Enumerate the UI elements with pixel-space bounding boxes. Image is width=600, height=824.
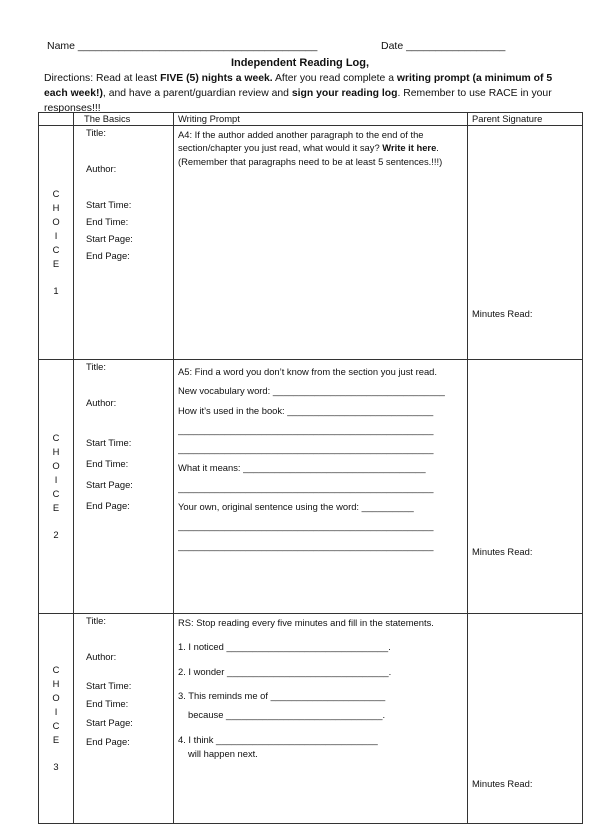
end-time-label: End Time: xyxy=(86,698,129,709)
start-time-label: Start Time: xyxy=(86,680,132,691)
date-field[interactable]: Date _________________ xyxy=(381,40,506,52)
signature-cell-2[interactable] xyxy=(468,360,583,614)
col-header-prompt: Writing Prompt xyxy=(174,113,468,126)
choice-number-3: 3 xyxy=(53,761,59,772)
basics-cell-2 xyxy=(74,360,174,614)
title-label: Title: xyxy=(86,615,106,626)
header xyxy=(47,40,506,52)
prompt-cell-3[interactable]: RS: Stop reading every five minutes and fill in the statements. 1. I noticed _______________________________. 2. I wonder _______________________________. 3. This reminds me of ______________________ because ______________________________. 4. I think _______________________________ will happen next. xyxy=(174,614,468,824)
start-time-label: Start Time: xyxy=(86,199,132,210)
end-page-label: End Page: xyxy=(86,736,130,747)
choice-label-1: C H O I C E 1 xyxy=(39,126,74,360)
choice-number-1: 1 xyxy=(53,285,59,296)
col-header-signature: Parent Signature xyxy=(468,113,583,126)
start-page-label: Start Page: xyxy=(86,479,133,490)
minutes-read-label: Minutes Read: xyxy=(472,778,533,789)
table-header-row xyxy=(39,113,583,126)
table-row xyxy=(39,360,583,614)
end-page-label: End Page: xyxy=(86,500,130,511)
reading-log-table xyxy=(38,112,583,824)
prompt-cell-1[interactable]: A4: If the author added another paragraph to the end of the section/chapter you just read, what would it say? Write it here. (Remember that paragraphs need to be at least 5 sentences.!!!) xyxy=(174,126,468,360)
start-time-label: Start Time: xyxy=(86,437,132,448)
basics-cell-3 xyxy=(74,614,174,824)
end-page-label: End Page: xyxy=(86,250,130,261)
name-field[interactable]: Name _________________________________________ xyxy=(47,40,318,52)
dir-text-2: After you read complete a xyxy=(272,73,397,84)
end-time-label: End Time: xyxy=(86,216,129,227)
choice-label-3: C H O I C E 3 xyxy=(39,614,74,824)
author-label: Author: xyxy=(86,163,117,174)
table-row xyxy=(39,126,583,360)
basics-cell-1 xyxy=(74,126,174,360)
author-label: Author: xyxy=(86,651,117,662)
col-header-basics: The Basics xyxy=(74,113,174,126)
dir-bold-1: FIVE (5) nights a week. xyxy=(160,73,273,84)
minutes-read-label: Minutes Read: xyxy=(472,308,533,319)
col-header-choice xyxy=(39,113,74,126)
page-title: Independent Reading Log, xyxy=(230,57,370,69)
choice-label-2: C H O I C E 2 xyxy=(39,360,74,614)
choice-number-2: 2 xyxy=(53,529,59,540)
title-label: Title: xyxy=(86,361,106,372)
minutes-read-label: Minutes Read: xyxy=(472,546,533,557)
dir-text-3: , and have a parent/guardian review and xyxy=(102,88,292,99)
dir-bold-2: writing prompt (a minimum of 5 each week!) xyxy=(44,73,553,99)
table-row xyxy=(39,614,583,824)
start-page-label: Start Page: xyxy=(86,233,133,244)
title-label: Title: xyxy=(86,127,106,138)
author-label: Author: xyxy=(86,397,117,408)
dir-text-4: . Remember to use RACE in your responses!!! xyxy=(44,88,552,114)
start-page-label: Start Page: xyxy=(86,717,133,728)
signature-cell-3[interactable] xyxy=(468,614,583,824)
directions xyxy=(44,71,576,116)
end-time-label: End Time: xyxy=(86,458,129,469)
signature-cell-1[interactable] xyxy=(468,126,583,360)
prompt-cell-2[interactable]: A5: Find a word you don’t know from the section you just read. New vocabulary word: _________________________________ How it’s used in the book: ____________________________ _________________________________________________ _________________________________________________ What it means: ___________________________________ _________________________________________________ Your own, original sentence using the word: __________ _________________________________________________ _________________________________________________ xyxy=(174,360,468,614)
dir-text-1: Directions: Read at least xyxy=(44,73,161,84)
dir-bold-3: sign your reading log xyxy=(291,88,398,99)
